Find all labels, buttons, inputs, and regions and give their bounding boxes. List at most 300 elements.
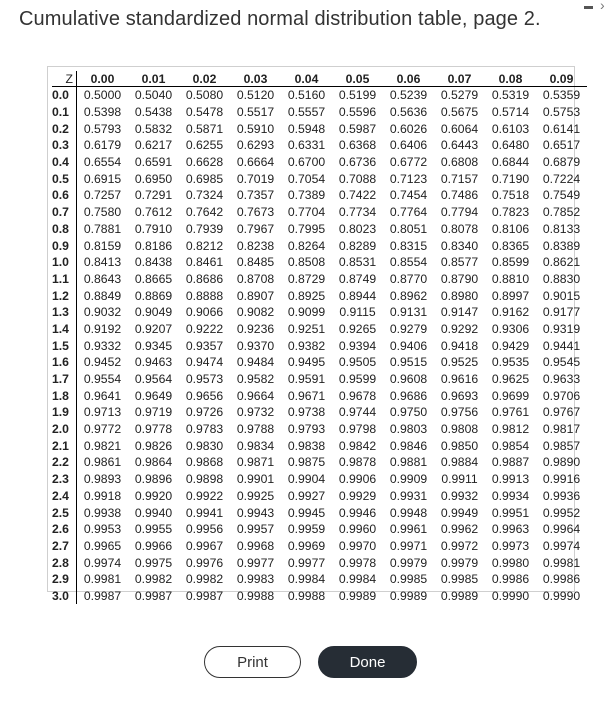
probability-cell: 0.5040 <box>134 88 173 103</box>
probability-cell: 0.9599 <box>338 372 377 387</box>
probability-cell: 0.9306 <box>491 321 530 336</box>
probability-cell: 0.6103 <box>491 121 530 136</box>
table-row <box>52 137 587 154</box>
probability-cell: 0.7291 <box>134 188 173 203</box>
probability-cell: 0.9625 <box>491 372 530 387</box>
probability-cell: 0.7088 <box>338 171 377 186</box>
z-column-header: Z <box>52 71 77 87</box>
probability-cell: 0.7939 <box>185 221 224 236</box>
probability-cell: 0.9236 <box>236 321 275 336</box>
probability-cell: 0.8770 <box>389 271 428 286</box>
table-row <box>52 187 587 204</box>
table-row <box>52 237 587 254</box>
probability-cell: 0.7224 <box>542 171 581 186</box>
probability-cell: 0.9938 <box>83 505 122 520</box>
probability-cell: 0.8980 <box>440 288 479 303</box>
probability-cell: 0.9969 <box>287 538 326 553</box>
probability-cell: 0.9943 <box>236 505 275 520</box>
probability-cell: 0.9945 <box>287 505 326 520</box>
probability-cell: 0.9931 <box>389 488 428 503</box>
probability-cell: 0.6591 <box>134 155 173 170</box>
z-value: 0.3 <box>52 137 77 154</box>
z-value: 2.4 <box>52 488 77 505</box>
minimize-icon[interactable] <box>584 6 593 9</box>
probability-cell: 0.6700 <box>287 155 326 170</box>
normal-distribution-table <box>52 71 587 604</box>
probability-cell: 0.8554 <box>389 255 428 270</box>
probability-cell: 0.8849 <box>83 288 122 303</box>
probability-cell: 0.9957 <box>236 522 275 537</box>
probability-cell: 0.9838 <box>287 438 326 453</box>
probability-cell: 0.9699 <box>491 388 530 403</box>
probability-cell: 0.6808 <box>440 155 479 170</box>
probability-cell: 0.9015 <box>542 288 581 303</box>
probability-cell: 0.9904 <box>287 472 326 487</box>
probability-cell: 0.8997 <box>491 288 530 303</box>
probability-cell: 0.9783 <box>185 422 224 437</box>
probability-cell: 0.8106 <box>491 221 530 236</box>
probability-cell: 0.9989 <box>389 588 428 603</box>
probability-cell: 0.9971 <box>389 538 428 553</box>
probability-cell: 0.7324 <box>185 188 224 203</box>
probability-cell: 0.8888 <box>185 288 224 303</box>
probability-cell: 0.7357 <box>236 188 275 203</box>
probability-cell: 0.9834 <box>236 438 275 453</box>
table-row <box>52 571 587 588</box>
column-header: 0.02 <box>179 71 230 87</box>
probability-cell: 0.9099 <box>287 305 326 320</box>
z-value: 1.6 <box>52 354 77 371</box>
column-header: 0.03 <box>230 71 281 87</box>
table-row <box>52 271 587 288</box>
probability-cell: 0.7642 <box>185 205 224 220</box>
probability-cell: 0.6950 <box>134 171 173 186</box>
probability-cell: 0.9846 <box>389 438 428 453</box>
probability-cell: 0.9192 <box>83 321 122 336</box>
probability-cell: 0.9974 <box>542 538 581 553</box>
probability-cell: 0.9948 <box>389 505 428 520</box>
probability-cell: 0.9949 <box>440 505 479 520</box>
probability-cell: 0.8212 <box>185 238 224 253</box>
probability-cell: 0.9968 <box>236 538 275 553</box>
probability-cell: 0.9756 <box>440 405 479 420</box>
probability-cell: 0.9946 <box>338 505 377 520</box>
probability-cell: 0.9988 <box>236 588 275 603</box>
probability-cell: 0.9750 <box>389 405 428 420</box>
probability-cell: 0.6064 <box>440 121 479 136</box>
probability-cell: 0.8749 <box>338 271 377 286</box>
table-row <box>52 471 587 488</box>
probability-cell: 0.6141 <box>542 121 581 136</box>
probability-cell: 0.9554 <box>83 372 122 387</box>
table-row <box>52 221 587 238</box>
table-row <box>52 521 587 538</box>
column-header: 0.08 <box>485 71 536 87</box>
probability-cell: 0.9881 <box>389 455 428 470</box>
z-value: 1.1 <box>52 271 77 288</box>
probability-cell: 0.9525 <box>440 355 479 370</box>
probability-cell: 0.8461 <box>185 255 224 270</box>
probability-cell: 0.9974 <box>83 555 122 570</box>
probability-cell: 0.9664 <box>236 388 275 403</box>
probability-cell: 0.9474 <box>185 355 224 370</box>
probability-cell: 0.9980 <box>491 555 530 570</box>
probability-cell: 0.9982 <box>185 572 224 587</box>
table-row <box>52 554 587 571</box>
probability-cell: 0.7549 <box>542 188 581 203</box>
probability-cell: 0.9616 <box>440 372 479 387</box>
probability-cell: 0.9778 <box>134 422 173 437</box>
probability-cell: 0.9977 <box>287 555 326 570</box>
probability-cell: 0.9854 <box>491 438 530 453</box>
probability-cell: 0.9956 <box>185 522 224 537</box>
probability-cell: 0.9798 <box>338 422 377 437</box>
probability-cell: 0.8133 <box>542 221 581 236</box>
probability-cell: 0.9345 <box>134 338 173 353</box>
probability-cell: 0.5359 <box>542 88 581 103</box>
z-value: 0.8 <box>52 221 77 238</box>
probability-cell: 0.9564 <box>134 372 173 387</box>
probability-cell: 0.9826 <box>134 438 173 453</box>
probability-cell: 0.8708 <box>236 271 275 286</box>
probability-cell: 0.9738 <box>287 405 326 420</box>
probability-cell: 0.6331 <box>287 138 326 153</box>
probability-cell: 0.9082 <box>236 305 275 320</box>
probability-cell: 0.8159 <box>83 238 122 253</box>
probability-cell: 0.9982 <box>134 572 173 587</box>
probability-cell: 0.9916 <box>542 472 581 487</box>
probability-cell: 0.9713 <box>83 405 122 420</box>
probability-cell: 0.8962 <box>389 288 428 303</box>
z-value: 1.0 <box>52 254 77 271</box>
probability-cell: 0.9744 <box>338 405 377 420</box>
table-row <box>52 254 587 271</box>
probability-cell: 0.9332 <box>83 338 122 353</box>
table-row <box>52 371 587 388</box>
probability-cell: 0.9545 <box>542 355 581 370</box>
column-header: 0.00 <box>77 71 129 87</box>
probability-cell: 0.8508 <box>287 255 326 270</box>
probability-cell: 0.9049 <box>134 305 173 320</box>
probability-cell: 0.9656 <box>185 388 224 403</box>
probability-cell: 0.7486 <box>440 188 479 203</box>
probability-cell: 0.6517 <box>542 138 581 153</box>
probability-cell: 0.9817 <box>542 422 581 437</box>
probability-cell: 0.9978 <box>338 555 377 570</box>
probability-cell: 0.9706 <box>542 388 581 403</box>
probability-cell: 0.5987 <box>338 121 377 136</box>
probability-cell: 0.6628 <box>185 155 224 170</box>
probability-cell: 0.9767 <box>542 405 581 420</box>
probability-cell: 0.8869 <box>134 288 173 303</box>
table-row <box>52 437 587 454</box>
table-row <box>52 304 587 321</box>
column-header: 0.04 <box>281 71 332 87</box>
probability-cell: 0.7673 <box>236 205 275 220</box>
probability-cell: 0.5636 <box>389 105 428 120</box>
probability-cell: 0.9788 <box>236 422 275 437</box>
probability-cell: 0.5517 <box>236 105 275 120</box>
probability-cell: 0.7704 <box>287 205 326 220</box>
probability-cell: 0.8810 <box>491 271 530 286</box>
probability-cell: 0.8643 <box>83 271 122 286</box>
z-value: 0.2 <box>52 120 77 137</box>
probability-cell: 0.9932 <box>440 488 479 503</box>
probability-cell: 0.9147 <box>440 305 479 320</box>
probability-cell: 0.9925 <box>236 488 275 503</box>
probability-cell: 0.7995 <box>287 221 326 236</box>
probability-cell: 0.9981 <box>83 572 122 587</box>
probability-cell: 0.6406 <box>389 138 428 153</box>
probability-cell: 0.9693 <box>440 388 479 403</box>
probability-cell: 0.9987 <box>134 588 173 603</box>
z-value: 2.3 <box>52 471 77 488</box>
probability-cell: 0.9793 <box>287 422 326 437</box>
probability-cell: 0.9984 <box>287 572 326 587</box>
probability-cell: 0.9875 <box>287 455 326 470</box>
done-button[interactable]: Done <box>318 646 417 678</box>
probability-cell: 0.5199 <box>338 88 377 103</box>
probability-cell: 0.9963 <box>491 522 530 537</box>
probability-cell: 0.9913 <box>491 472 530 487</box>
probability-cell: 0.9495 <box>287 355 326 370</box>
probability-cell: 0.9406 <box>389 338 428 353</box>
probability-cell: 0.9871 <box>236 455 275 470</box>
probability-cell: 0.9981 <box>542 555 581 570</box>
z-value: 1.7 <box>52 371 77 388</box>
probability-cell: 0.9115 <box>339 305 376 320</box>
probability-cell: 0.9987 <box>185 588 224 603</box>
probability-cell: 0.9967 <box>185 538 224 553</box>
probability-cell: 0.9726 <box>185 405 224 420</box>
probability-cell: 0.8289 <box>338 238 377 253</box>
probability-cell: 0.9357 <box>185 338 224 353</box>
z-value: 0.9 <box>52 237 77 254</box>
probability-cell: 0.9979 <box>440 555 479 570</box>
probability-cell: 0.7910 <box>134 221 173 236</box>
probability-cell: 0.9319 <box>542 321 581 336</box>
probability-cell: 0.8599 <box>491 255 530 270</box>
probability-cell: 0.5279 <box>440 88 479 103</box>
probability-cell: 0.6736 <box>338 155 377 170</box>
probability-cell: 0.9177 <box>542 305 581 320</box>
table-row <box>52 354 587 371</box>
probability-cell: 0.8907 <box>236 288 275 303</box>
probability-cell: 0.8944 <box>338 288 377 303</box>
probability-cell: 0.9922 <box>185 488 224 503</box>
table-row <box>52 488 587 505</box>
probability-cell: 0.8686 <box>185 271 224 286</box>
table-row <box>52 204 587 221</box>
probability-cell: 0.9989 <box>440 588 479 603</box>
probability-cell: 0.7764 <box>389 205 428 220</box>
probability-cell: 0.8577 <box>440 255 479 270</box>
table-row <box>52 321 587 338</box>
probability-cell: 0.5675 <box>440 105 479 120</box>
probability-cell: 0.9265 <box>338 321 377 336</box>
probability-cell: 0.9918 <box>83 488 122 503</box>
probability-cell: 0.9535 <box>491 355 530 370</box>
probability-cell: 0.9983 <box>236 572 275 587</box>
z-value: 2.1 <box>52 437 77 454</box>
probability-cell: 0.8023 <box>338 221 377 236</box>
probability-cell: 0.9162 <box>491 305 530 320</box>
probability-cell: 0.9868 <box>185 455 224 470</box>
probability-cell: 0.9929 <box>338 488 377 503</box>
table-body <box>52 87 587 605</box>
probability-cell: 0.9984 <box>338 572 377 587</box>
probability-cell: 0.9131 <box>389 305 428 320</box>
probability-cell: 0.6879 <box>542 155 581 170</box>
probability-cell: 0.9515 <box>389 355 428 370</box>
probability-cell: 0.9032 <box>83 305 122 320</box>
table-row <box>52 337 587 354</box>
probability-cell: 0.6179 <box>83 138 122 153</box>
z-value: 0.1 <box>52 104 77 121</box>
probability-cell: 0.8485 <box>236 255 275 270</box>
probability-cell: 0.9633 <box>542 372 581 387</box>
z-value: 1.5 <box>52 337 77 354</box>
probability-cell: 0.6368 <box>338 138 377 153</box>
probability-cell: 0.9893 <box>83 472 122 487</box>
probability-cell: 0.5596 <box>338 105 377 120</box>
probability-cell: 0.7852 <box>542 205 581 220</box>
probability-cell: 0.8238 <box>236 238 275 253</box>
probability-cell: 0.9976 <box>185 555 224 570</box>
probability-cell: 0.7257 <box>83 188 122 203</box>
z-value: 3.0 <box>52 588 77 605</box>
probability-cell: 0.8830 <box>542 271 581 286</box>
probability-cell: 0.9940 <box>134 505 173 520</box>
probability-cell: 0.9803 <box>389 422 428 437</box>
probability-cell: 0.9953 <box>83 522 122 537</box>
probability-cell: 0.5793 <box>83 121 122 136</box>
z-value: 2.0 <box>52 421 77 438</box>
probability-cell: 0.5871 <box>185 121 224 136</box>
probability-cell: 0.9418 <box>440 338 479 353</box>
probability-cell: 0.9977 <box>236 555 275 570</box>
print-button[interactable]: Print <box>204 646 301 678</box>
probability-cell: 0.5478 <box>185 105 224 120</box>
probability-cell: 0.9429 <box>491 338 530 353</box>
probability-cell: 0.9975 <box>134 555 173 570</box>
probability-cell: 0.8186 <box>134 238 173 253</box>
probability-cell: 0.9901 <box>236 472 275 487</box>
z-value: 1.9 <box>52 404 77 421</box>
probability-cell: 0.7518 <box>491 188 530 203</box>
probability-cell: 0.8531 <box>338 255 377 270</box>
probability-cell: 0.9979 <box>389 555 428 570</box>
probability-cell: 0.6554 <box>83 155 122 170</box>
probability-cell: 0.8665 <box>134 271 173 286</box>
probability-cell: 0.9808 <box>440 422 479 437</box>
probability-cell: 0.9370 <box>236 338 275 353</box>
probability-cell: 0.9382 <box>287 338 326 353</box>
probability-cell: 0.7123 <box>389 171 428 186</box>
probability-cell: 0.9941 <box>185 505 224 520</box>
probability-cell: 0.6293 <box>236 138 275 153</box>
probability-cell: 0.6026 <box>389 121 428 136</box>
probability-cell: 0.7794 <box>440 205 479 220</box>
probability-cell: 0.8315 <box>389 238 428 253</box>
probability-cell: 0.7734 <box>338 205 377 220</box>
probability-cell: 0.6217 <box>134 138 173 153</box>
probability-cell: 0.9830 <box>185 438 224 453</box>
probability-cell: 0.9987 <box>83 588 122 603</box>
probability-cell: 0.9484 <box>236 355 275 370</box>
probability-cell: 0.9973 <box>491 538 530 553</box>
probability-cell: 0.7967 <box>236 221 275 236</box>
chevron-right-icon[interactable]: › <box>600 0 605 13</box>
probability-cell: 0.5714 <box>491 105 530 120</box>
probability-cell: 0.9990 <box>491 588 530 603</box>
probability-cell: 0.7881 <box>83 221 122 236</box>
column-header: 0.06 <box>383 71 434 87</box>
z-value: 0.6 <box>52 187 77 204</box>
probability-cell: 0.9986 <box>542 572 581 587</box>
probability-cell: 0.5753 <box>542 105 581 120</box>
probability-cell: 0.9962 <box>440 522 479 537</box>
probability-cell: 0.9990 <box>542 588 581 603</box>
probability-cell: 0.9821 <box>83 438 122 453</box>
table-row <box>52 404 587 421</box>
probability-cell: 0.8365 <box>491 238 530 253</box>
page-title: Cumulative standardized normal distribution table, page 2. <box>19 8 541 30</box>
probability-cell: 0.7823 <box>491 205 530 220</box>
probability-cell: 0.9812 <box>491 422 530 437</box>
probability-cell: 0.5319 <box>491 88 530 103</box>
probability-cell: 0.9582 <box>236 372 275 387</box>
table-row <box>52 170 587 187</box>
probability-cell: 0.9671 <box>287 388 326 403</box>
probability-cell: 0.9608 <box>389 372 428 387</box>
z-value: 2.9 <box>52 571 77 588</box>
z-value: 0.7 <box>52 204 77 221</box>
probability-cell: 0.5557 <box>287 105 326 120</box>
probability-cell: 0.9066 <box>185 305 224 320</box>
table-row <box>52 387 587 404</box>
probability-cell: 0.7389 <box>287 188 326 203</box>
probability-cell: 0.9686 <box>389 388 428 403</box>
probability-cell: 0.5080 <box>185 88 224 103</box>
probability-cell: 0.5832 <box>134 121 173 136</box>
z-value: 2.6 <box>52 521 77 538</box>
z-value: 0.0 <box>52 87 77 104</box>
z-value: 2.2 <box>52 454 77 471</box>
z-value: 2.8 <box>52 554 77 571</box>
probability-cell: 0.8078 <box>440 221 479 236</box>
table-header-row <box>52 71 587 87</box>
probability-cell: 0.9842 <box>338 438 377 453</box>
probability-cell: 0.9989 <box>338 588 377 603</box>
probability-cell: 0.7190 <box>491 171 530 186</box>
probability-cell: 0.9890 <box>542 455 581 470</box>
probability-cell: 0.9986 <box>491 572 530 587</box>
probability-cell: 0.9988 <box>287 588 326 603</box>
probability-cell: 0.9761 <box>491 405 530 420</box>
z-value: 2.7 <box>52 538 77 555</box>
probability-cell: 0.9251 <box>287 321 326 336</box>
probability-cell: 0.9936 <box>542 488 581 503</box>
probability-cell: 0.9678 <box>338 388 377 403</box>
probability-cell: 0.9394 <box>338 338 377 353</box>
probability-cell: 0.5120 <box>236 88 275 103</box>
probability-cell: 0.5239 <box>389 88 428 103</box>
probability-cell: 0.9959 <box>287 522 326 537</box>
probability-cell: 0.9934 <box>491 488 530 503</box>
probability-cell: 0.6844 <box>491 155 530 170</box>
probability-cell: 0.9463 <box>134 355 173 370</box>
